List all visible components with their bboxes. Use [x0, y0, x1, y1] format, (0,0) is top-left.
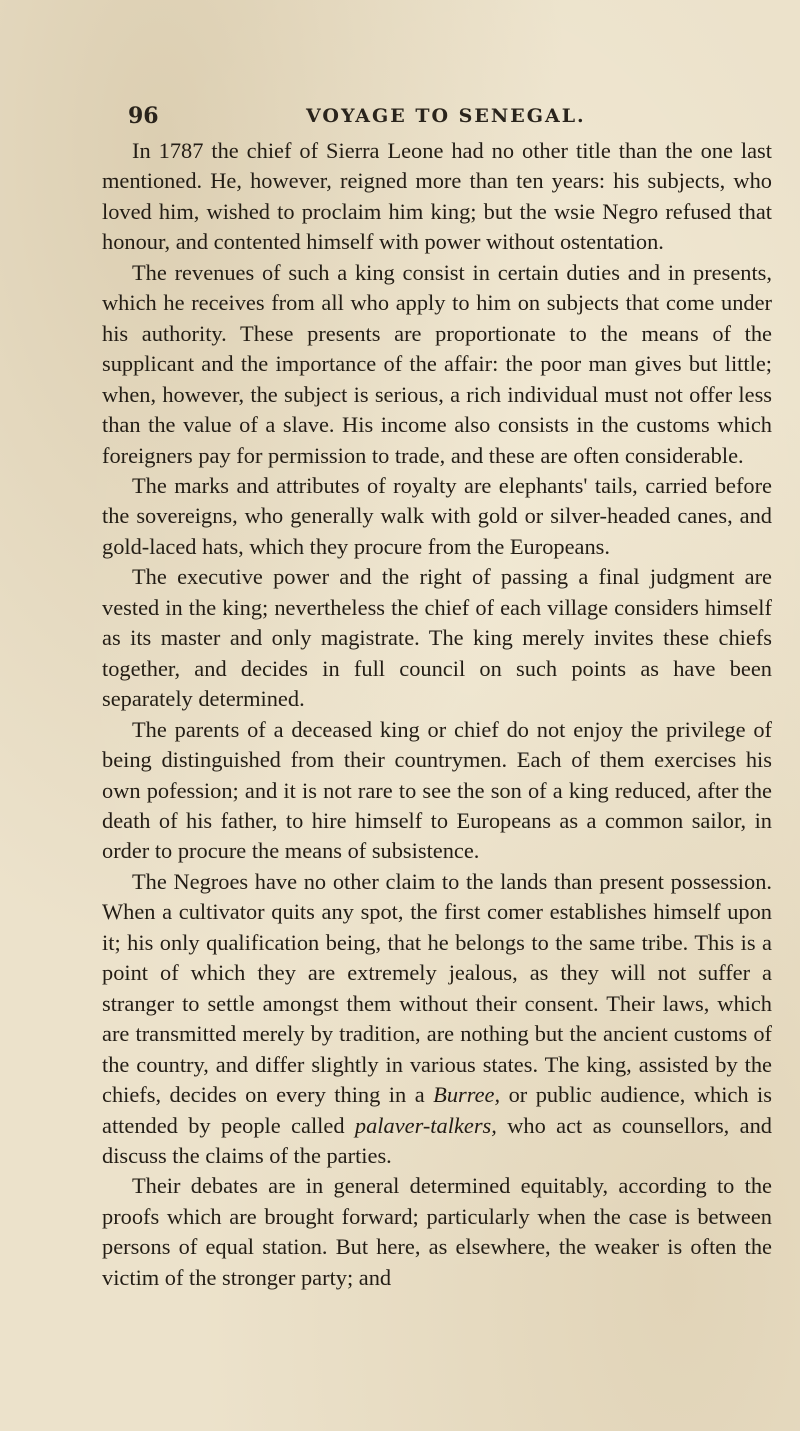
- paragraph-debates: Their debates are in general determined equitably, according to the proofs which are brought forward; particularly when the case is between persons of equal station. But here, as elsewhere, the weaker is often the victim of the stronger party; and: [102, 1173, 772, 1290]
- palaver-talkers-term: palaver-talkers,: [354, 1112, 497, 1138]
- body-text: [102, 136, 772, 1293]
- paragraph-land-claims: [102, 867, 772, 1172]
- land-claims-text-2: or public audience, which is attended by people called: [102, 1082, 772, 1138]
- paragraph-executive-power: The executive power and the right of passing a final judgment are vested in the king; nevertheless the chief of each village considers himself as its master and only magistrate. The king merely invites these chiefs together, and decides in full council on such points as have been separately determined.: [102, 564, 772, 712]
- burree-term: Burree,: [433, 1082, 501, 1108]
- land-claims-text-1: The Negroes have no other claim to the lands than present possession. When a cultivator quits any spot, the first comer establishes himself upon it; his only qualification being, that he belongs to the same tribe. This is a point of which they are extremely jealous, as they will not suffer a stranger to settle amongst them without their consent. Their laws, which are transmitted merely by tradition, are nothing but the ancient customs of the country, and differ slightly in various states. The king, assisted by the chiefs, decides on every thing in a: [102, 868, 772, 1108]
- paragraph-sierra-leone-chief: In 1787 the chief of Sierra Leone had no other title than the one last mentioned. He, however, reigned more than ten years: his subjects, who loved him, wished to proclaim him king; but the wsie Negro refused that honour, and contented himself with power without ostentation.: [102, 138, 772, 255]
- paragraph-deceased-king-parents: The parents of a deceased king or chief do not enjoy the privilege of being distinguished from their countrymen. Each of them exercises his own pofession; and it is not rare to see the son of a king reduced, after the death of his father, to hire himself to Europeans as a common sailor, in order to procure the means of subsistence.: [102, 716, 772, 864]
- paragraph-royal-attributes: The marks and attributes of royalty are elephants' tails, carried before the sovereigns, who generally walk with gold or silver-headed canes, and gold-laced hats, which they procure from the Europeans.: [102, 472, 772, 559]
- page-number: 96: [128, 103, 159, 129]
- paragraph-king-revenues: The revenues of such a king consist in certain duties and in presents, which he receives from all who apply to him on subjects that come under his authority. These presents are proportionate to the means of the supplicant and the importance of the affair: the poor man gives but little; when, however, the subject is serious, a rich individual must not offer less than the value of a slave. His income also consists in the customs which foreigners pay for permission to trade, and these are often considerable.: [102, 259, 772, 468]
- running-title: VOYAGE TO SENEGAL.: [306, 105, 586, 127]
- land-claims-text-3: who act as counsellors, and discuss the claims of the parties.: [102, 1112, 772, 1168]
- running-head: [128, 103, 688, 133]
